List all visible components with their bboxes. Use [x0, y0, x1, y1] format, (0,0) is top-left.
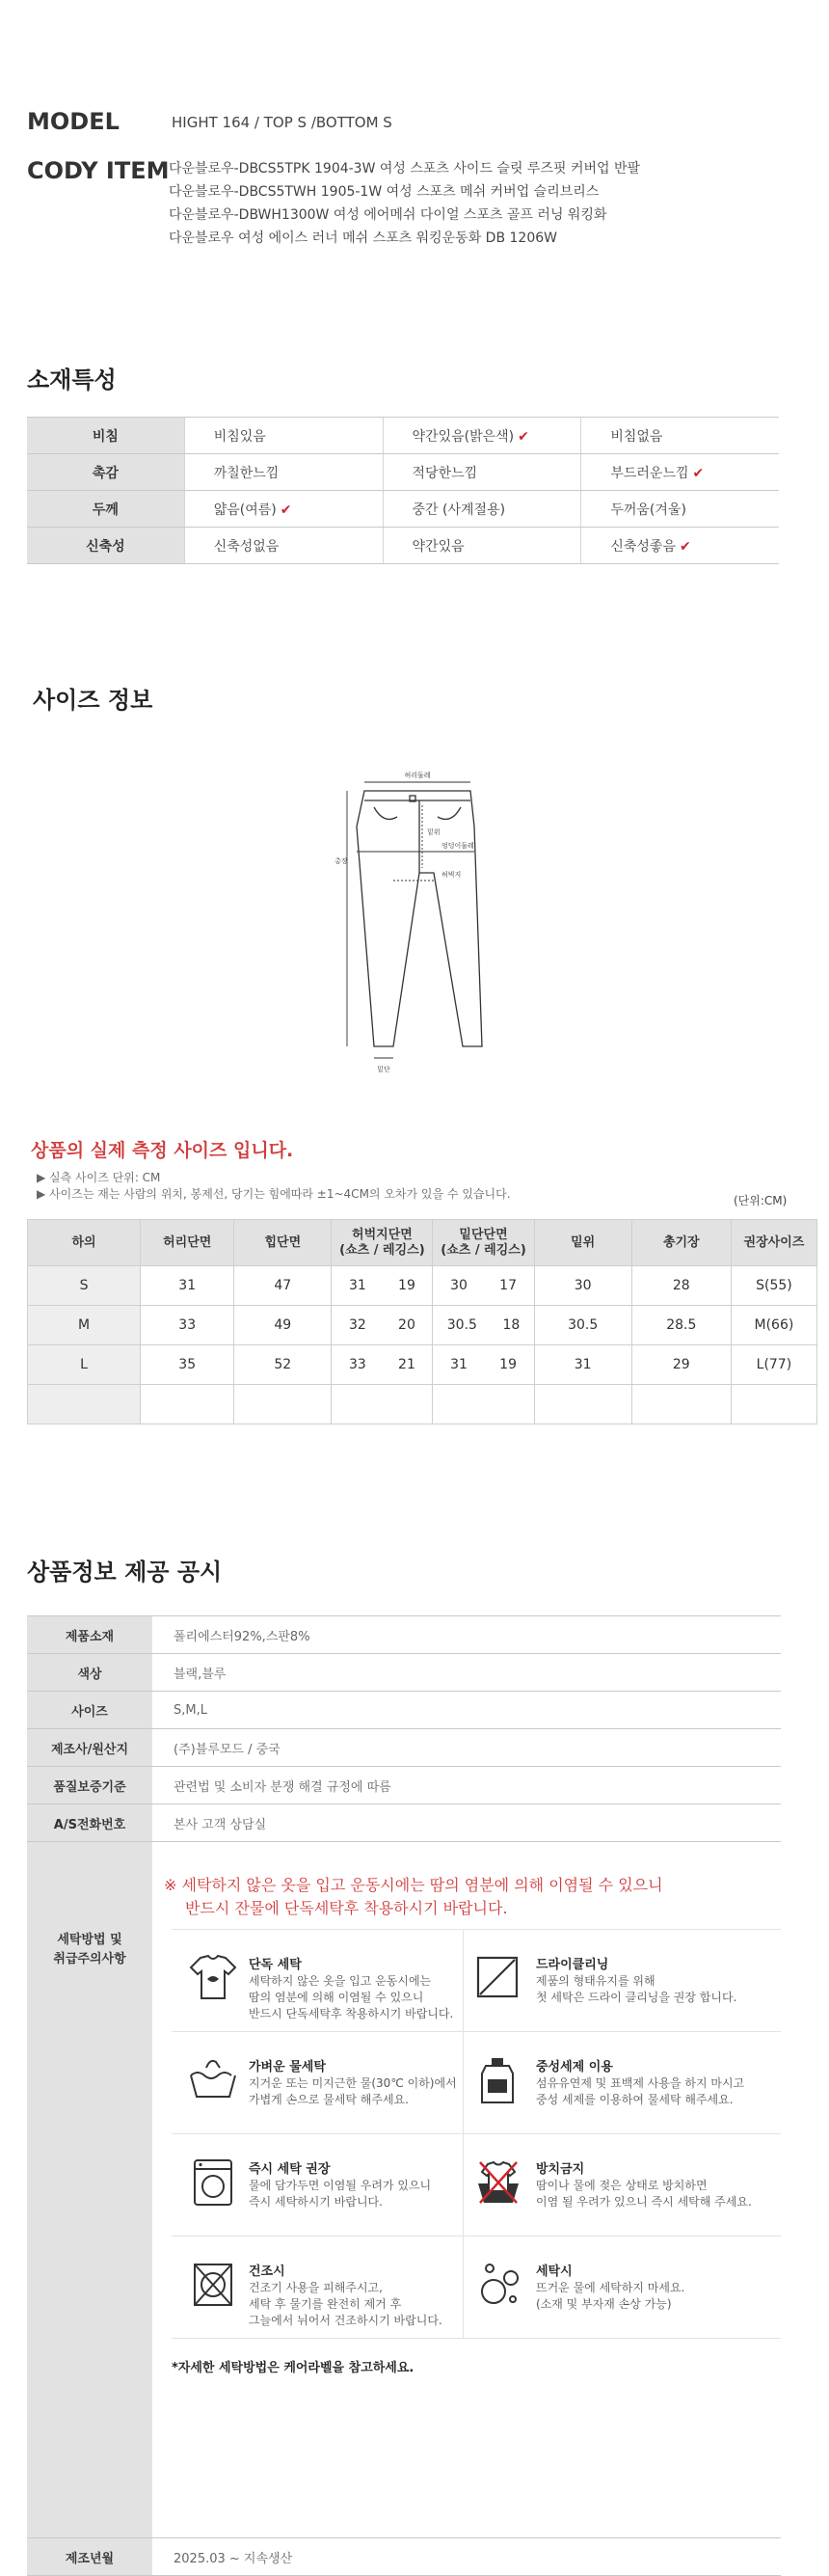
cody-item: 다운블로우-DBCS5TPK 1904-3W 여성 스포츠 사이드 슬릿 루즈핏 커버업 반팔: [169, 161, 641, 176]
material-row: [27, 454, 779, 491]
size-cell: 52: [234, 1345, 332, 1385]
size-cell: M: [28, 1306, 141, 1345]
info-key: 제조사/원산지: [27, 1729, 152, 1767]
size-cell: S: [28, 1266, 141, 1306]
info-key: 색상: [27, 1654, 152, 1692]
model-label: MODEL: [27, 108, 120, 135]
size-cell: 31 19: [433, 1345, 534, 1385]
material-option: 적당한느낌: [383, 454, 581, 491]
info-value: 관련법 및 소비자 분쟁 해결 규정에 따름: [152, 1767, 781, 1804]
material-option: 약간있음(밝은색) ✔: [383, 418, 581, 454]
material-row-label: 두께: [27, 491, 184, 528]
size-row: [28, 1345, 817, 1385]
size-cell: 29: [631, 1345, 731, 1385]
info-value: 폴리에스터92%,스판8%: [152, 1616, 781, 1654]
care-title: 드라이클리닝: [536, 1958, 609, 1972]
info-value: (주)블루모드 / 중국: [152, 1729, 781, 1767]
rise-label: 밑위: [427, 828, 441, 836]
info-key: 제품소재: [27, 1616, 152, 1654]
size-notes: [37, 1170, 511, 1203]
cody-item: 다운블로우-DBWH1300W 여성 에어메쉬 다이얼 스포츠 골프 러닝 워킹화: [169, 207, 607, 223]
size-header: 하의: [28, 1220, 141, 1266]
thigh-label: 허벅지: [441, 871, 462, 879]
washing-machine-icon: [185, 2155, 241, 2210]
info-key: 사이즈: [27, 1692, 152, 1729]
size-notice: 상품의 실제 측정 사이즈 입니다.: [31, 1140, 294, 1161]
material-option: 두꺼움(겨울): [581, 491, 779, 528]
care-footnote: *자세한 세탁방법은 케어라벨을 참고하세요.: [172, 2361, 414, 2375]
care-desc: 지거운 또는 미지근한 물(30℃ 이하)에서 가볍게 손으로 물세탁 해주세요.: [249, 2076, 457, 2106]
care-warning-line: 반드시 잔물에 단독세탁후 착용하시기 바랍니다.: [185, 1899, 508, 1917]
hand-wash-icon: [185, 2052, 241, 2108]
cody-item-label: CODY ITEM: [27, 157, 170, 184]
cody-item: 다운블로우 여성 에이스 러너 메쉬 스포츠 워킹운동화 DB 1206W: [169, 230, 557, 246]
care-warning: [164, 1874, 663, 1920]
material-title: 소재특성: [27, 366, 117, 393]
unit-label: (단위:CM): [734, 1194, 788, 1207]
size-cell: 31: [141, 1266, 234, 1306]
size-row: [28, 1306, 817, 1345]
model-value: HIGHT 164 / TOP S /BOTTOM S: [172, 114, 392, 131]
bubbles-icon: [470, 2257, 526, 2313]
size-note: ▶ 실측 사이즈 단위: CM: [37, 1171, 161, 1184]
care-warning-line: ※ 세탁하지 않은 옷을 입고 운동시에는 땀의 염분에 의해 이염될 수 있으니: [164, 1876, 663, 1894]
hip-label: 엉덩이둘레: [441, 842, 474, 850]
material-row-label: 촉감: [27, 454, 184, 491]
size-header: 힙단면: [234, 1220, 332, 1266]
size-cell: M(66): [731, 1306, 816, 1345]
size-cell: 35: [141, 1345, 234, 1385]
size-cell: 49: [234, 1306, 332, 1345]
check-icon: ✔: [679, 538, 691, 555]
care-title: 즉시 세탁 권장: [249, 2162, 331, 2177]
size-cell: 30 17: [433, 1266, 534, 1306]
material-row: [27, 418, 779, 454]
size-header: 밑단단면 (쇼츠 / 레깅스): [433, 1220, 534, 1266]
care-title: 방치금지: [536, 2162, 585, 2177]
size-cell: 30.5: [534, 1306, 631, 1345]
hem-label: 밑단: [377, 1066, 390, 1073]
info-key: A/S전화번호: [27, 1804, 152, 1842]
product-info-title: 상품정보 제공 공시: [27, 1559, 223, 1586]
pants-diagram: [328, 767, 501, 1109]
material-table: [27, 417, 779, 564]
material-row-label: 비침: [27, 418, 184, 454]
no-soaking-icon: [470, 2155, 526, 2210]
no-tumble-dry-icon: [185, 2257, 241, 2313]
size-cell: 28.5: [631, 1306, 731, 1345]
material-option: 신축성없음: [184, 528, 383, 564]
size-cell: 30: [534, 1266, 631, 1306]
size-row-empty: [28, 1385, 817, 1424]
size-cell: 47: [234, 1266, 332, 1306]
size-cell: 30.5 18: [433, 1306, 534, 1345]
material-option: 까칠한느낌: [184, 454, 383, 491]
size-header: 허벅지단면 (쇼츠 / 레깅스): [332, 1220, 433, 1266]
check-icon: ✔: [518, 428, 529, 445]
size-info-title: 사이즈 정보: [33, 687, 153, 714]
material-row: [27, 491, 779, 528]
size-cell: L: [28, 1345, 141, 1385]
care-title: 가벼운 물세탁: [249, 2060, 326, 2074]
care-desc: 제품의 형태유지를 위해 첫 세탁은 드라이 클리닝을 권장 합니다.: [536, 1974, 737, 2004]
size-cell: 28: [631, 1266, 731, 1306]
check-icon: ✔: [692, 465, 705, 481]
size-header: 허리단면: [141, 1220, 234, 1266]
cody-item: 다운블로우-DBCS5TWH 1905-1W 여성 스포츠 메쉬 커버업 슬리브리스: [169, 184, 600, 200]
care-title: 중성세제 이용: [536, 2060, 613, 2074]
material-option: 비침없음: [581, 418, 779, 454]
care-desc: 땀이나 물에 젖은 상태로 방치하면 이염 될 우려가 있으니 즉시 세탁해 주세요.: [536, 2179, 752, 2209]
size-header: 권장사이즈: [731, 1220, 816, 1266]
care-desc: 세탁하지 않은 옷을 입고 운동시에는 땀의 염분에 의해 이염될 수 있으니 반드시 단독세탁후 착용하시기 바랍니다.: [249, 1974, 454, 2020]
size-cell: 31 19: [332, 1266, 433, 1306]
info-key: 제조년월: [27, 2538, 152, 2576]
info-value: 2025.03 ~ 지속생산: [152, 2538, 781, 2576]
size-cell: 31: [534, 1345, 631, 1385]
size-cell: 33: [141, 1306, 234, 1345]
care-title: 세탁시: [536, 2264, 573, 2279]
care-title: 단독 세탁: [249, 1958, 302, 1972]
cody-item-list: [169, 157, 640, 250]
info-value: 블랙,블루: [152, 1654, 781, 1692]
material-option: 중간 (사계절용): [383, 491, 581, 528]
material-row-label: 신축성: [27, 528, 184, 564]
material-option: 신축성좋음 ✔: [581, 528, 779, 564]
size-table: [27, 1219, 817, 1424]
size-header: 밑위: [534, 1220, 631, 1266]
size-cell: 33 21: [332, 1345, 433, 1385]
material-option: 약간있음: [383, 528, 581, 564]
care-key: 세탁방법 및 취급주의사항: [27, 1842, 152, 2538]
size-row: [28, 1266, 817, 1306]
dry-clean-icon: [470, 1950, 526, 2006]
size-cell: 32 20: [332, 1306, 433, 1345]
size-note: ▶ 사이즈는 재는 사람의 위치, 봉제선, 당기는 힘에따라 ±1~4CM의 오차가 있을 수 있습니다.: [37, 1187, 511, 1201]
care-desc: 섬유유연제 및 표백제 사용을 하지 마시고 중성 세제를 이용하여 물세탁 해주세요.: [536, 2076, 745, 2106]
size-header: 총기장: [631, 1220, 731, 1266]
material-option: 비침있음: [184, 418, 383, 454]
material-option: 얇음(여름) ✔: [184, 491, 383, 528]
material-option: 부드러운느낌 ✔: [581, 454, 779, 491]
info-key: 품질보증기준: [27, 1767, 152, 1804]
care-desc: 물에 담가두면 이염될 우려가 있으니 즉시 세탁하시기 바랍니다.: [249, 2179, 432, 2209]
size-cell: S(55): [731, 1266, 816, 1306]
total-length-label: 총장: [334, 857, 348, 865]
size-cell: L(77): [731, 1345, 816, 1385]
care-desc: 뜨거운 물에 세탁하지 마세요. (소재 및 부자재 손상 가능): [536, 2281, 685, 2311]
info-value: 본사 고객 상담실: [152, 1804, 781, 1842]
detergent-icon: [470, 2052, 526, 2108]
care-desc: 건조기 사용을 피해주시고, 세탁 후 물기를 완전히 제거 후 그늘에서 뉘어서 건조하시기 바랍니다.: [249, 2281, 442, 2327]
care-title: 건조시: [249, 2264, 285, 2279]
info-value: S,M,L: [152, 1692, 781, 1729]
material-row: [27, 528, 779, 564]
waist-label: 허리둘레: [404, 772, 431, 779]
t-shirt-icon: [185, 1950, 241, 2006]
check-icon: ✔: [280, 502, 292, 518]
